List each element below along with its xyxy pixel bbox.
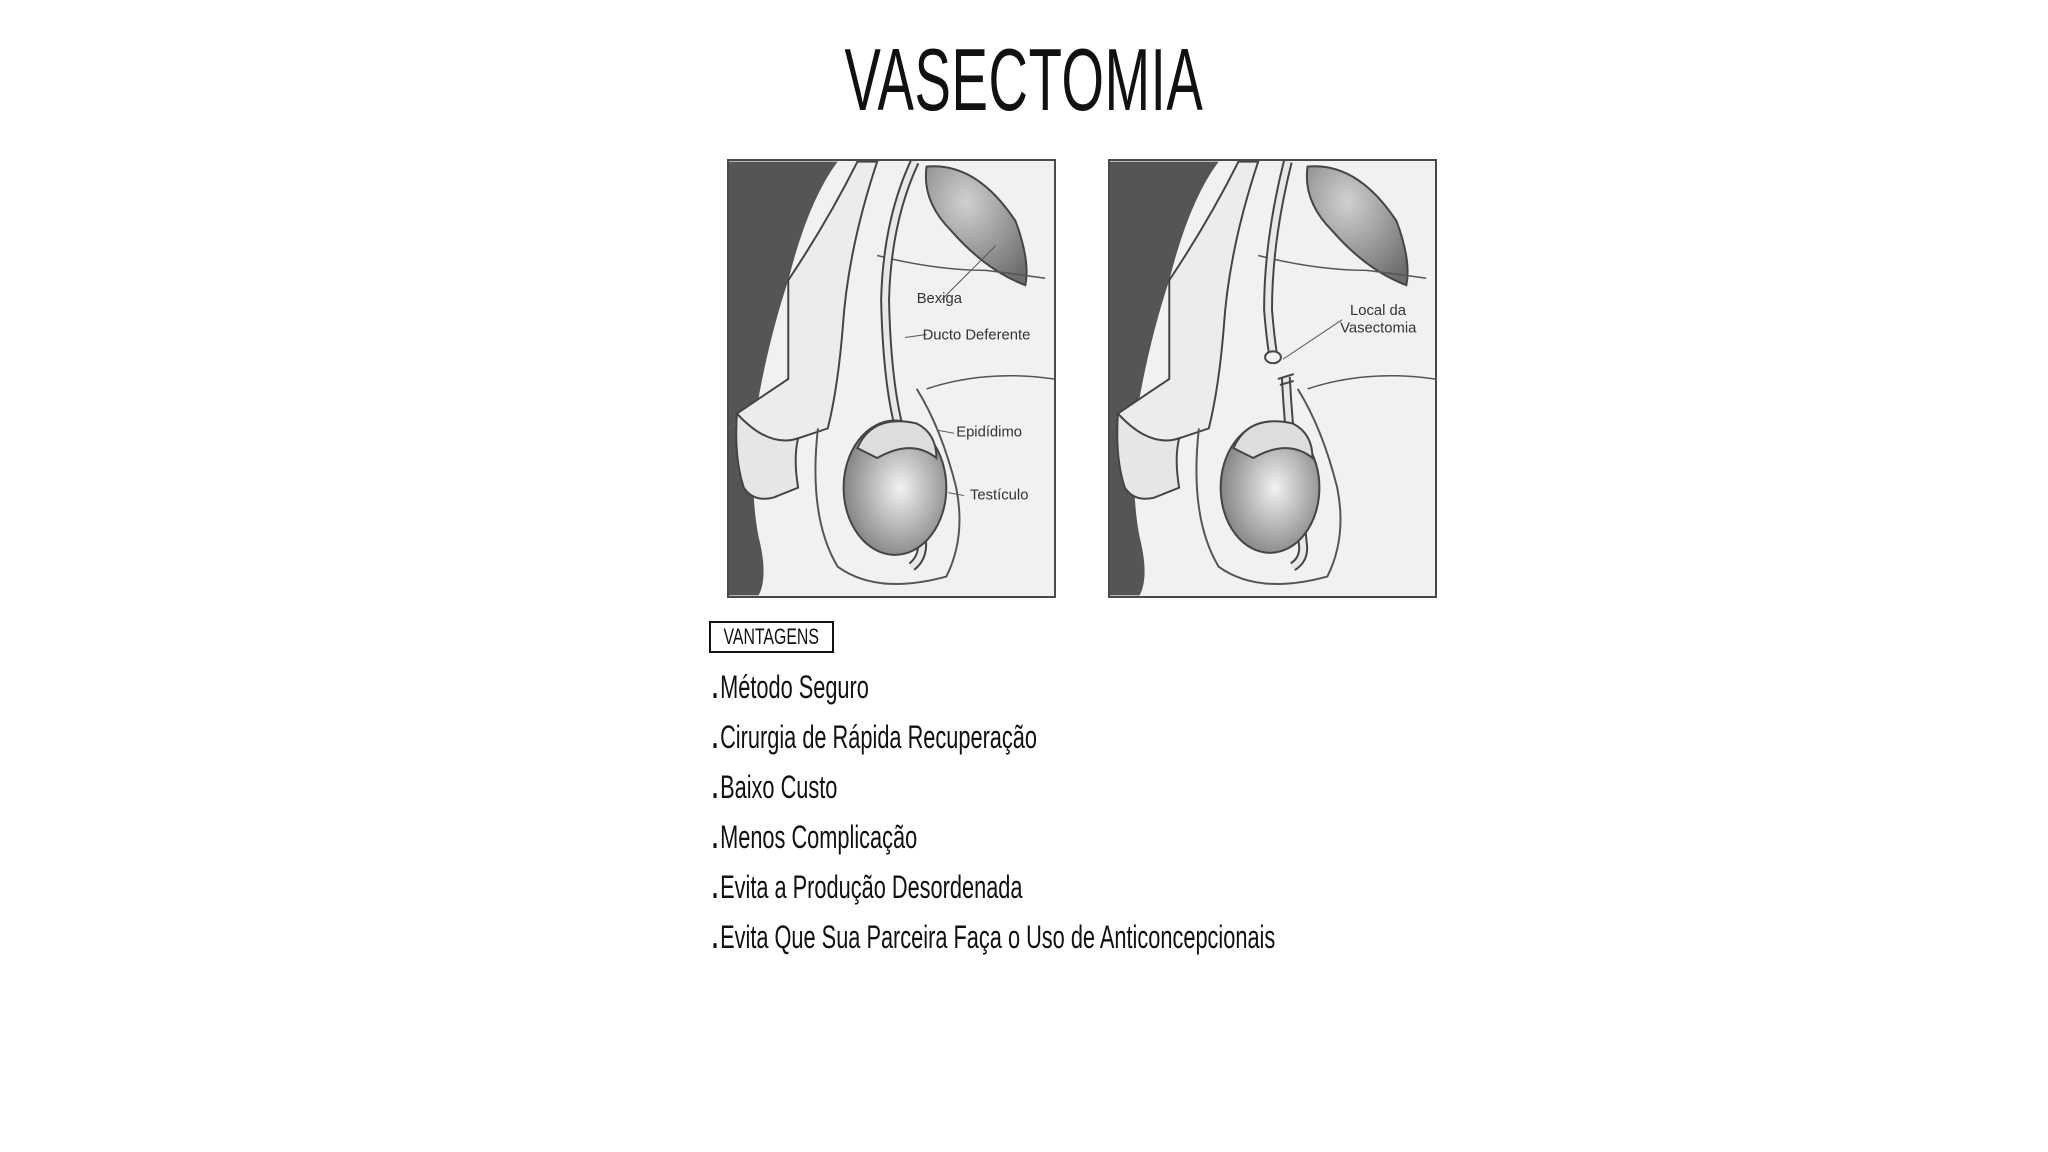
label-vas-deferens: Ducto Deferente: [922, 327, 1031, 344]
list-item-text: Método Seguro: [720, 669, 869, 705]
advantages-badge: [709, 621, 834, 653]
list-item-text: Evita a Produção Desordenada: [720, 869, 1023, 905]
anatomy-illustration-vasectomy: [1108, 159, 1437, 598]
list-item-text: Menos Complicação: [720, 819, 918, 855]
anatomy-illustration-normal: [727, 159, 1056, 598]
label-vasectomy-site-line2: Vasectomia: [1340, 320, 1417, 337]
advantages-list: [712, 662, 1540, 962]
list-item-text: Cirurgia de Rápida Recuperação: [720, 719, 1037, 755]
list-item: .Menos Complicação: [712, 819, 918, 855]
list-item: .Baixo Custo: [712, 769, 838, 805]
list-item-text: Baixo Custo: [720, 769, 838, 805]
list-item: .Evita Que Sua Parceira Faça o Uso de Anticoncepcionais: [712, 919, 1276, 955]
label-testicle: Testículo: [970, 487, 1029, 504]
advantages-heading: VANTAGENS: [723, 624, 820, 649]
list-item: .Cirurgia de Rápida Recuperação: [712, 719, 1037, 755]
label-epididymis: Epidídimo: [956, 424, 1023, 441]
slide-title: VASECTOMIA: [844, 30, 1204, 129]
label-vasectomy-site-line1: Local da: [1350, 302, 1406, 319]
list-item: .Evita a Produção Desordenada: [712, 869, 1023, 905]
list-item: .Método Seguro: [712, 669, 869, 705]
label-bladder: Bexiga: [916, 290, 962, 307]
list-item-text: Evita Que Sua Parceira Faça o Uso de Anticoncepcionais: [720, 919, 1276, 955]
